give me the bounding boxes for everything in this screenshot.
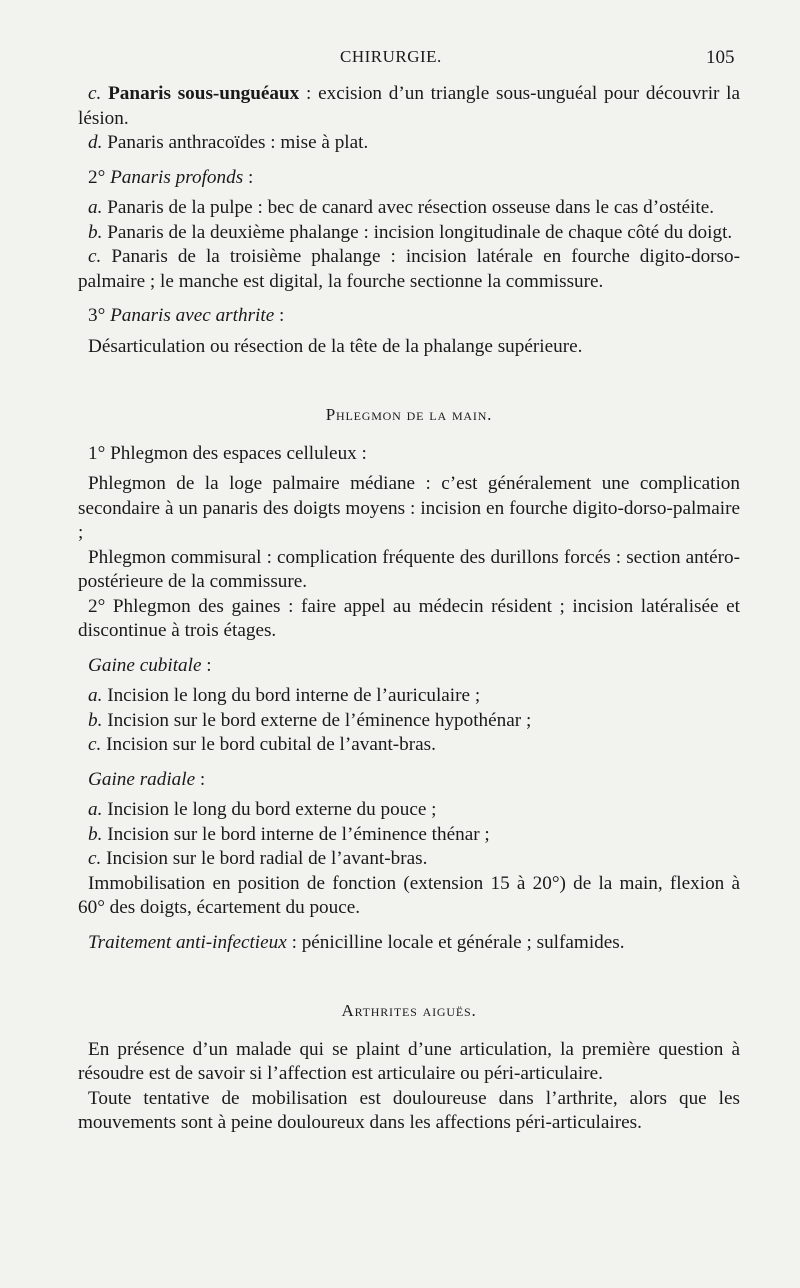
item-marker: c. xyxy=(88,734,102,755)
subheading: 3° Panaris avec arthrite : xyxy=(88,305,285,326)
item-marker: c. xyxy=(88,83,102,104)
list-item: a. Incision le long du bord interne de l’auriculaire ; xyxy=(88,685,481,706)
item-marker: b. xyxy=(88,823,103,845)
page-number: 105 xyxy=(706,47,735,68)
paragraph: a. Panaris de la pulpe : bec de canard avec résection osseuse dans le cas d’ostéite. xyxy=(88,197,715,218)
list-item: c. Incision sur le bord cubital de l’avant-bras. xyxy=(88,734,436,755)
paragraph: Désarticulation ou résection de la tête de la phalange supérieure. xyxy=(88,335,583,357)
paragraph: d. Panaris anthracoïdes : mise à plat. xyxy=(88,132,369,153)
list-item: c. Incision sur le bord radial de l’avant-bras. xyxy=(88,848,428,869)
paragraph: Traitement anti-infectieux : pénicilline locale et générale ; sulfamides. xyxy=(88,931,625,953)
term: Panaris anthracoïdes xyxy=(107,132,266,153)
item-marker: a. xyxy=(88,799,103,820)
subheading: Gaine cubitale : xyxy=(88,654,212,676)
section-title: Arthrites aiguës. xyxy=(341,1001,477,1020)
page-header xyxy=(0,42,800,72)
paragraph: Phlegmon de la loge palmaire médiane : c’est généralement une complication secondaire à un panaris des doigts moyens : incision en fourche digito-dorso-palmaire ; xyxy=(78,473,740,543)
subheading: Gaine radiale : xyxy=(88,768,206,790)
list-item: b. Incision sur le bord interne de l’éminence thénar ; xyxy=(88,823,490,845)
subheading: 2° Panaris profonds : xyxy=(88,166,254,188)
paragraph: c. Panaris sous-unguéaux : excision d’un triangle sous-unguéal pour découvrir la lésion. xyxy=(78,83,741,129)
item-marker: a. xyxy=(88,197,103,218)
item-marker: b. xyxy=(88,709,103,731)
body-text xyxy=(78,82,740,1136)
item-marker: b. xyxy=(88,221,103,243)
list-item: a. Incision le long du bord externe du pouce ; xyxy=(88,799,437,820)
item-marker: c. xyxy=(88,848,102,869)
item-marker: c. xyxy=(88,246,102,267)
paragraph: 1° Phlegmon des espaces celluleux : xyxy=(88,442,367,464)
paragraph: Immobilisation en position de fonction (extension 15 à 20°) de la main, flexion à 60° des doigts, écartement du pouce. xyxy=(78,872,740,918)
paragraph: c. Panaris de la troisième phalange : incision latérale en fourche digito-dorso-palmaire ; le manche est digital, la fourche sectionne la commissure. xyxy=(78,246,740,292)
item-marker: a. xyxy=(88,685,103,706)
paragraph: 2° Phlegmon des gaines : faire appel au médecin résident ; incision latéralisée et discontinue à trois étages. xyxy=(78,595,740,641)
running-title: CHIRURGIE. xyxy=(340,47,442,66)
term: Panaris sous-unguéaux xyxy=(108,83,300,104)
paragraph: Toute tentative de mobilisation est douloureuse dans l’arthrite, alors que les mouvements sont à peine douloureux dans les affections péri-articulaires. xyxy=(78,1087,740,1133)
paragraph: Phlegmon commisural : complication fréquente des durillons forcés : section antéro-postérieure de la commissure. xyxy=(78,546,740,592)
item-marker: d. xyxy=(88,132,103,153)
section-title: Phlegmon de la main. xyxy=(325,405,493,424)
paragraph: En présence d’un malade qui se plaint d’une articulation, la première question à résoudre est de savoir si l’affection est articulaire ou péri-articulaire. xyxy=(78,1038,740,1084)
list-item: b. Incision sur le bord externe de l’éminence hypothénar ; xyxy=(88,709,532,731)
paragraph: b. Panaris de la deuxième phalange : incision longitudinale de chaque côté du doigt. xyxy=(88,221,733,243)
